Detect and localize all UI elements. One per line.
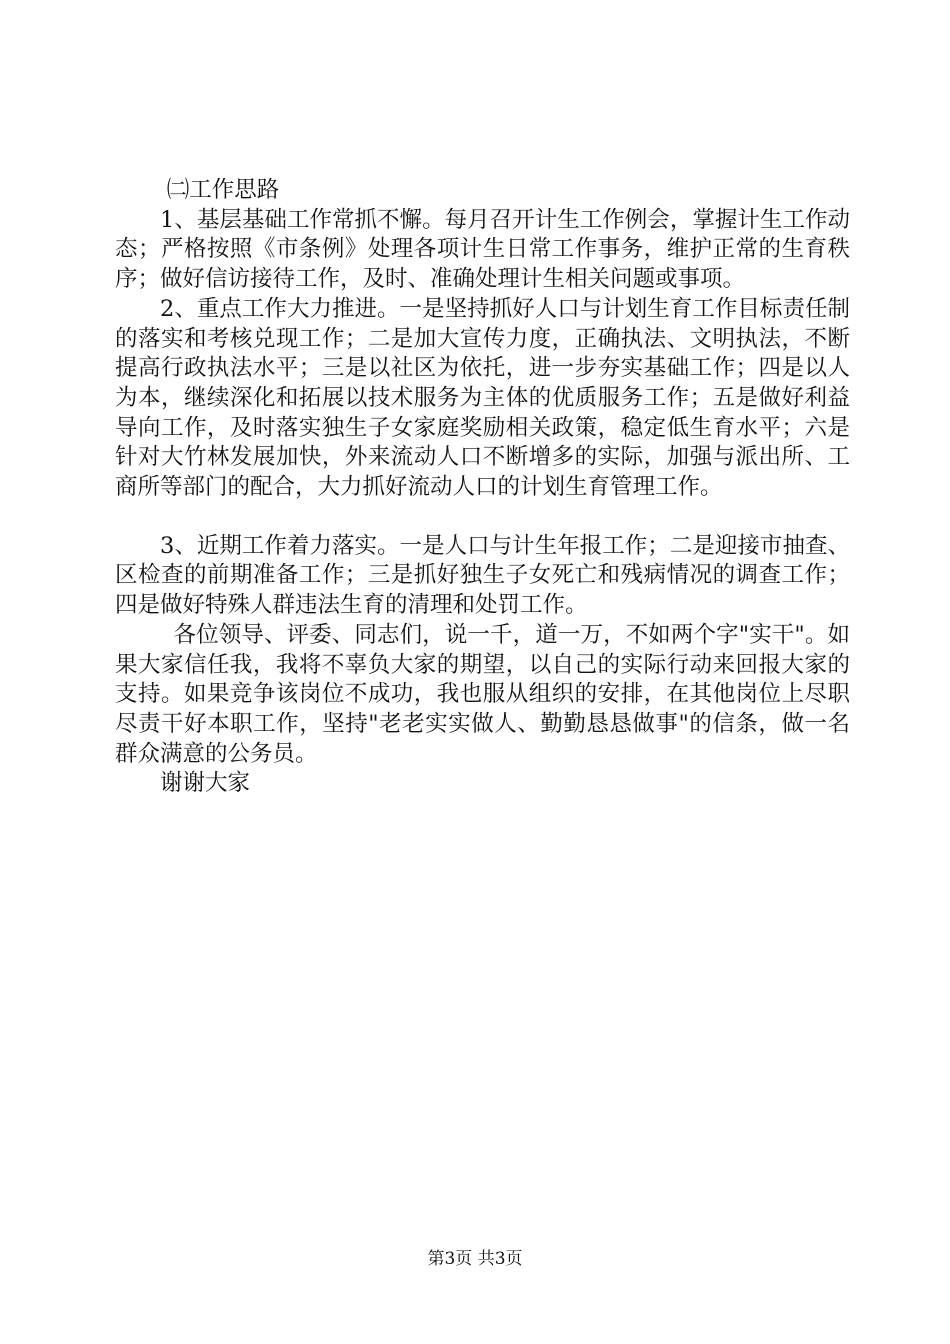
page-number-footer: 第3页 共3页 bbox=[427, 1249, 523, 1269]
document-body bbox=[115, 176, 850, 799]
paragraph-key-work: 2、重点工作大力推进。一是坚持抓好人口与计划生育工作目标责任制的落实和考核兑现工作；二是加大宣传力度，正确执法、文明执法，不断提高行政执法水平；三是以社区为依托，进一步夯实基础工作；四是以人为本，继续深化和拓展以技术服务为主体的优质服务工作；五是做好利益导向工作，及时落实独生子女家庭奖励相关政策，稳定低生育水平；六是针对大竹林发展加快，外来流动人口不断增多的实际，加强与派出所、工商所等部门的配合，大力抓好流动人口的计划生育管理工作。 bbox=[115, 295, 850, 501]
paragraph-thanks: 谢谢大家 bbox=[160, 770, 251, 797]
section-heading: ㈡工作思路 bbox=[166, 177, 280, 203]
paragraph-recent-work: 3、近期工作着力落实。一是人口与计生年报工作；二是迎接市抽查、区检查的前期准备工作；三是抓好独生子女死亡和残病情况的调查工作；四是做好特殊人群违法生育的清理和处罚工作。 bbox=[115, 532, 850, 619]
paragraph-closing-remarks: 各位领导、评委、同志们，说一千，道一万，不如两个字"实干"。如果大家信任我，我将不辜负大家的期望，以自己的实际行动来回报大家的支持。如果竞争该岗位不成功，我也服从组织的安排，在其他岗位上尽职尽责干好本职工作，坚持"老老实实做人、勤勤恳恳做事"的信条，做一名群众满意的公务员。 bbox=[115, 621, 850, 767]
paragraph-grassroots-work: 1、基层基础工作常抓不懈。每月召开计生工作例会，掌握计生工作动态；严格按照《市条例》处理各项计生日常工作事务，维护正常的生育秩序；做好信访接待工作，及时、准确处理计生相关问题或事项。 bbox=[115, 206, 850, 293]
